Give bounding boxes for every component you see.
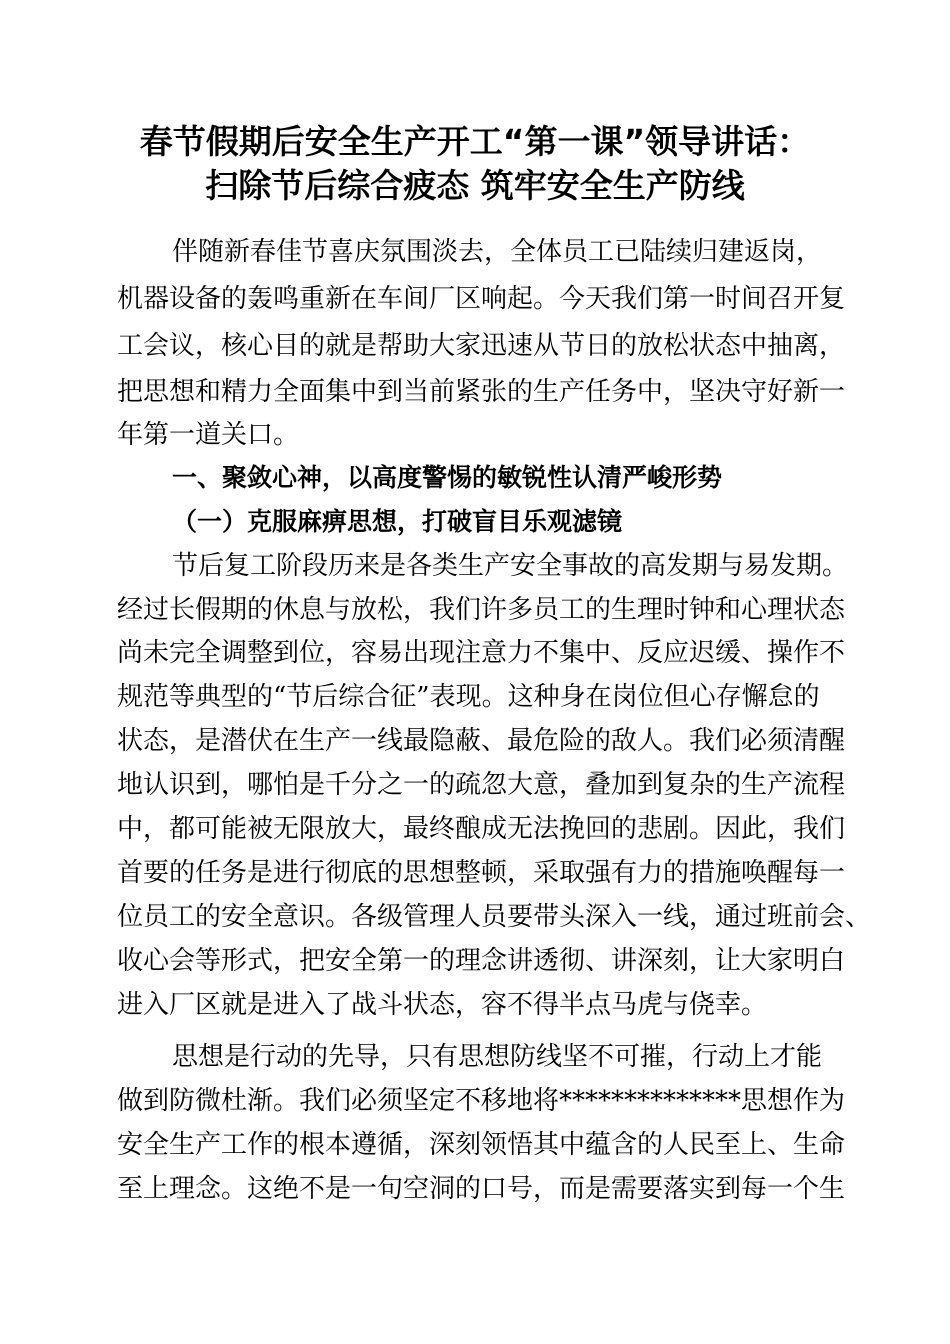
paragraph-1-line-1: 节后复工阶段历来是各类生产安全事故的高发期与易发期。 bbox=[172, 551, 849, 581]
paragraph-1-line-11: 进入厂区就是进入了战斗状态，容不得半点马虎与侥幸。 bbox=[117, 990, 768, 1020]
paragraph-1-line-8: 首要的任务是进行彻底的思想整顿，采取强有力的措施唤醒每一 bbox=[117, 858, 846, 888]
paragraph-2-line-4: 至上理念。这绝不是一句空洞的口号，而是需要落实到每一个生 bbox=[117, 1174, 846, 1204]
intro-line-5: 年第一道关口。 bbox=[117, 420, 300, 450]
paragraph-1-line-2: 经过长假期的休息与放松，我们许多员工的生理时钟和心理状态 bbox=[117, 595, 846, 625]
paragraph-2-line-1: 思想是行动的先导，只有思想防线坚不可摧，行动上才能 bbox=[172, 1042, 823, 1072]
document-title-line-2: 扫除节后综合疲态 筑牢安全生产防线 bbox=[205, 166, 745, 205]
paragraph-1-line-4: 规范等典型的“节后综合征”表现。这种身在岗位但心存懈怠的 bbox=[117, 682, 820, 712]
subsection-heading-1: （一）克服麻痹思想，打破盲目乐观滤镜 bbox=[172, 507, 623, 536]
document-title-line-1: 春节假期后安全生产开工“第一课”领导讲话： bbox=[139, 122, 811, 161]
paragraph-1-line-10: 收心会等形式，把安全第一的理念讲透彻、讲深刻，让大家明白 bbox=[117, 946, 846, 976]
paragraph-2-line-3: 安全生产工作的根本遵循，深刻领悟其中蕴含的人民至上、生命 bbox=[117, 1130, 846, 1160]
paragraph-2-line-2: 做到防微杜渐。我们必须坚定不移地将**************思想作为 bbox=[117, 1086, 846, 1116]
intro-line-2: 机器设备的轰鸣重新在车间厂区响起。今天我们第一时间召开复 bbox=[117, 284, 846, 314]
paragraph-1-line-5: 状态，是潜伏在生产一线最隐蔽、最危险的敌人。我们必须清醒 bbox=[117, 726, 846, 756]
paragraph-1-line-9: 位员工的安全意识。各级管理人员要带头深入一线，通过班前会、 bbox=[117, 902, 872, 932]
paragraph-1-line-7: 中，都可能被无限放大，最终酿成无法挽回的悲剧。因此，我们 bbox=[117, 814, 846, 844]
section-heading-1: 一、聚敛心神，以高度警惕的敏锐性认清严峻形势 bbox=[172, 463, 723, 492]
paragraph-1-line-6: 地认识到，哪怕是千分之一的疏忽大意，叠加到复杂的生产流程 bbox=[117, 770, 846, 800]
intro-line-1: 伴随新春佳节喜庆氛围淡去，全体员工已陆续归建返岗， bbox=[172, 237, 823, 267]
intro-line-4: 把思想和精力全面集中到当前紧张的生产任务中，坚决守好新一 bbox=[117, 377, 846, 407]
paragraph-1-line-3: 尚未完全调整到位，容易出现注意力不集中、反应迟缓、操作不 bbox=[117, 638, 846, 668]
intro-line-3: 工会议，核心目的就是帮助大家迅速从节日的放松状态中抽离， bbox=[117, 331, 846, 361]
